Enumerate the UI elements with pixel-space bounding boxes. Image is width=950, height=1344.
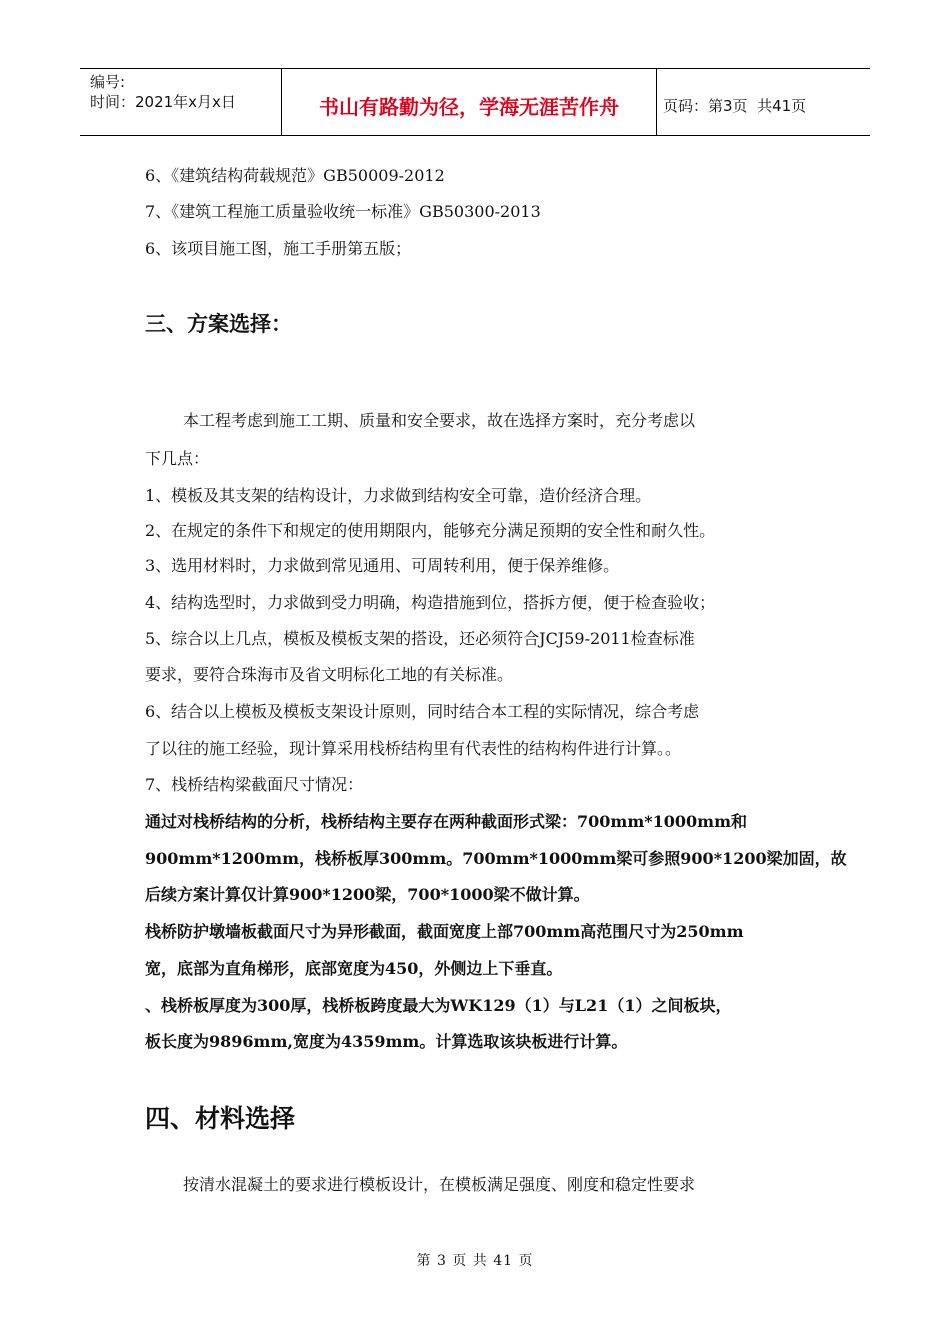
section-3-title: 三、方案选择： <box>145 312 292 336</box>
list-item: 7、栈桥结构梁截面尺寸情况： <box>145 775 364 794</box>
page-header <box>80 68 870 136</box>
number-label: 编号: <box>90 73 126 91</box>
list-item: 4、结构选型时，力求做到受力明确，构造措施到位，搭拆方便，便于检查验收； <box>145 593 716 612</box>
section-3-intro-cont: 下几点： <box>145 449 210 468</box>
list-item: 2、在规定的条件下和规定的使用期限内，能够充分满足预期的安全性和耐久性。 <box>145 521 716 540</box>
header-page-info <box>657 69 870 135</box>
list-item: 要求，要符合珠海市及省文明标化工地的有关标准。 <box>145 665 514 684</box>
list-item: 5、综合以上几点，模板及模板支架的搭设，还必须符合JCJ59-2011检查标准 <box>145 629 695 648</box>
section-4-intro: 按清水混凝土的要求进行模板设计，在模板满足强度、刚度和稳定性要求 <box>183 1175 696 1194</box>
time-label: 时间：2021年x月x日 <box>90 93 236 111</box>
reference-line: 6、《建筑结构荷载规范》GB50009-2012 <box>145 166 445 185</box>
reference-line: 6、该项目施工图，施工手册第五版； <box>145 239 412 258</box>
header-meta <box>80 69 282 135</box>
bold-paragraph-line: 后续方案计算仅计算900*1200梁，700*1000梁不做计算。 <box>145 885 590 904</box>
header-motto: 书山有路勤为径，学海无涯苦作舟 <box>282 69 657 135</box>
bold-paragraph-line: 通过对栈桥结构的分析，栈桥结构主要存在两种截面形式梁：700mm*1000mm和 <box>145 812 748 831</box>
list-item: 3、选用材料时，力求做到常见通用、可周转利用，便于保养维修。 <box>145 556 620 575</box>
list-item: 了以往的施工经验，现计算采用栈桥结构里有代表性的结构构件进行计算。。 <box>145 739 682 758</box>
section-4-title: 四、材料选择 <box>145 1104 296 1133</box>
bold-paragraph-line: 栈桥防护墩墙板截面尺寸为异形截面，截面宽度上部700mm高范围尺寸为250mm <box>145 922 744 941</box>
list-item: 1、模板及其支架的结构设计，力求做到结构安全可靠，造价经济合理。 <box>145 486 652 505</box>
list-item: 6、结合以上模板及模板支架设计原则，同时结合本工程的实际情况，综合考虑 <box>145 702 700 721</box>
bold-paragraph-line: 板长度为9896mm,宽度为4359mm。计算选取该块板进行计算。 <box>145 1032 628 1051</box>
page-footer: 第 3 页 共 41 页 <box>416 1253 534 1269</box>
bold-paragraph-line: 宽，底部为直角梯形，底部宽度为450，外侧边上下垂直。 <box>145 959 563 978</box>
reference-line: 7、《建筑工程施工质量验收统一标准》GB50300-2013 <box>145 202 541 221</box>
page-label: 页码：第3页 共41页 <box>663 96 807 115</box>
bold-paragraph-line: 、栈桥板厚度为300厚，栈桥板跨度最大为WK129（1）与L21（1）之间板块， <box>145 996 732 1015</box>
bold-paragraph-line: 900mm*1200mm，栈桥板厚300mm。700mm*1000mm梁可参照900*1200梁加固，故 <box>145 849 847 868</box>
section-3-intro: 本工程考虑到施工工期、质量和安全要求，故在选择方案时，充分考虑以 <box>183 411 696 430</box>
